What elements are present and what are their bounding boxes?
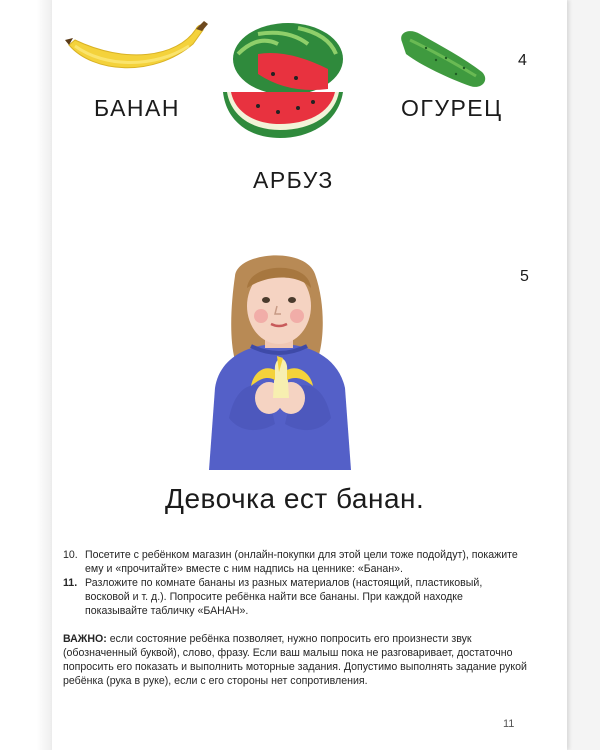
sentence-caption: Девочка ест банан. (165, 483, 425, 514)
important-note-label: ВАЖНО: (63, 633, 107, 645)
banana-illustration (65, 18, 210, 90)
instruction-number: 11. (63, 577, 78, 589)
book-spine (0, 0, 52, 750)
instructions-block (63, 548, 528, 699)
girl-eating-banana-illustration (205, 248, 355, 470)
card-number-bottom: 5 (520, 268, 529, 285)
instruction-item (63, 576, 528, 618)
instruction-number: 10. (63, 549, 78, 561)
instruction-item (63, 548, 528, 576)
instruction-text: Разложите по комнате бананы из разных материалов (настоящий, пластиковый, восковой и т. д.). Попросите ребёнка найти все бананы. При каждой находке показывайте табличку «БАНАН». (85, 577, 483, 617)
important-note (63, 632, 528, 688)
banana-word: БАНАН (94, 95, 180, 121)
important-note-text: если состояние ребёнка позволяет, нужно попросить его произнести звук (обозначенный буквой), слово, фразу. Если ваш малыш пока не разговаривает, достаточно попросить его показать и выполнить моторные задания. Допустимо выполнять задание рукой ребёнка (рука в руке), если с его стороны нет сопротивления. (63, 633, 527, 687)
page-number: 11 (503, 718, 515, 730)
instruction-text: Посетите с ребёнком магазин (онлайн-покупки для этой цели тоже подойдут), покажите ему и «прочитайте» вместе с ним надпись на ценнике: «Банан». (85, 549, 518, 575)
card-number-top: 4 (518, 52, 527, 69)
watermelon-illustration (218, 14, 358, 142)
watermelon-word: АРБУЗ (253, 167, 334, 193)
cucumber-illustration (396, 28, 490, 94)
cucumber-word: ОГУРЕЦ (401, 95, 503, 121)
